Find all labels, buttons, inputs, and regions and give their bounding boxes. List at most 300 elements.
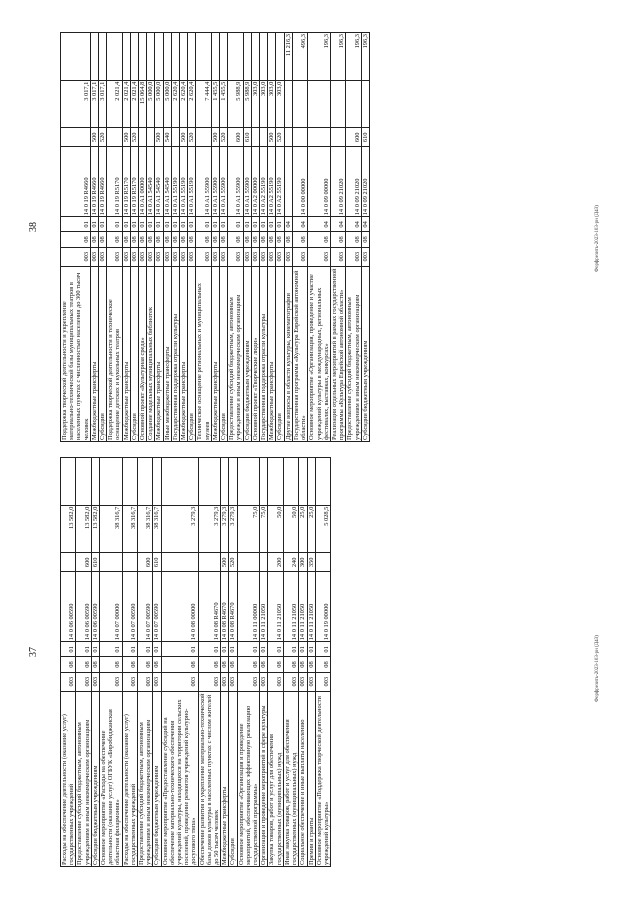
table-row <box>122 33 130 442</box>
row-gr: 003 <box>243 247 251 266</box>
row-name: Реализация отдельных мероприятий в рамках государственной программы «Культура Еврейской автономной области» <box>330 266 345 441</box>
row-cs: 14 0 11 21050 <box>307 572 315 642</box>
row-value-1: 15 064,8 <box>139 80 147 128</box>
row-pr: 01 <box>139 217 147 232</box>
row-vr: 610 <box>243 128 251 147</box>
row-cs: 14 0 07 00000 <box>100 572 123 642</box>
row-name: Государственная программа «Культура Еврейской автономной области» <box>292 266 307 441</box>
row-value-1 <box>361 80 369 128</box>
row-rz: 08 <box>283 657 298 672</box>
row-pr: 01 <box>307 642 315 657</box>
row-rz: 08 <box>284 232 292 247</box>
row-name: Субсидии <box>130 266 138 441</box>
row-rz: 08 <box>315 657 330 672</box>
row-rz: 08 <box>180 232 188 247</box>
row-pr: 01 <box>91 642 99 657</box>
row-pr: 01 <box>90 217 98 232</box>
row-pr: 01 <box>188 217 196 232</box>
row-gr: 003 <box>308 247 331 266</box>
row-value-2 <box>260 33 268 81</box>
row-value-1: 38 316,7 <box>138 505 153 553</box>
table-row <box>268 458 283 867</box>
table-row <box>276 33 284 442</box>
row-cs: 14 0 A2 55190 <box>276 147 284 217</box>
table-row <box>153 458 161 867</box>
row-cs: 14 0 06 00590 <box>91 572 99 642</box>
row-rz: 08 <box>122 232 130 247</box>
row-name: Обеспечение развития и укрепление материально-технической базы домов культуры в населенных пунктах с числом жителей до 50 тысяч человек <box>198 691 221 866</box>
row-cs: 14 0 11 21050 <box>283 572 298 642</box>
row-pr: 04 <box>361 217 369 232</box>
row-pr: 01 <box>221 642 229 657</box>
row-value-1 <box>292 80 307 128</box>
row-cs: 14 0 A1 54540 <box>163 147 171 217</box>
table-row <box>299 458 307 867</box>
row-name: Основной проект «Культурная среда» <box>139 266 147 441</box>
row-value-1: 3 017,1 <box>61 80 91 128</box>
table-row <box>284 33 292 442</box>
table-row <box>361 33 369 442</box>
table-row <box>268 33 276 442</box>
row-pr: 01 <box>260 642 268 657</box>
row-name: Основное мероприятие «Поддержка творческой деятельности учреждений культуры» <box>315 691 330 866</box>
row-value-1 <box>284 80 292 128</box>
row-value-2 <box>211 33 219 81</box>
row-gr: 003 <box>180 247 188 266</box>
row-gr: 003 <box>61 247 91 266</box>
row-cs: 14 0 06 00590 <box>61 572 76 642</box>
table-row <box>211 33 219 442</box>
row-name: Субсидии <box>188 266 196 441</box>
row-vr <box>122 553 137 572</box>
row-value-2: 196,3 <box>308 33 331 81</box>
row-value-1: 25,0 <box>299 505 307 553</box>
row-value-2: 496,3 <box>292 33 307 81</box>
page-number-left: 37 <box>28 647 39 657</box>
row-vr: 500 <box>211 128 219 147</box>
row-rz: 08 <box>107 232 122 247</box>
row-name: Межбюджетные трансферты <box>122 266 130 441</box>
row-cs: 14 0 A1 55900 <box>211 147 219 217</box>
row-vr <box>315 553 330 572</box>
row-value-2 <box>243 33 251 81</box>
row-vr <box>196 128 211 147</box>
table-row <box>90 33 98 442</box>
row-vr: 500 <box>221 553 229 572</box>
row-gr: 003 <box>283 672 298 691</box>
row-value-2 <box>315 458 330 506</box>
row-value-1: 3 279,3 <box>161 505 198 553</box>
row-vr: 610 <box>361 128 369 147</box>
row-vr: 610 <box>91 553 99 572</box>
row-name: Создание модельных муниципальных библиотек <box>147 266 155 441</box>
table-row <box>251 33 259 442</box>
row-rz: 08 <box>76 657 91 672</box>
left-page-table-container <box>60 457 331 867</box>
table-row <box>229 458 237 867</box>
row-value-1: 75,0 <box>260 505 268 553</box>
row-cs: 14 0 A1 54540 <box>147 147 155 217</box>
row-pr: 01 <box>283 642 298 657</box>
row-value-2 <box>161 458 198 506</box>
row-value-2 <box>130 33 138 81</box>
row-value-1: 303,0 <box>276 80 284 128</box>
table-row <box>330 33 345 442</box>
row-pr: 01 <box>130 217 138 232</box>
row-cs: 14 0 A1 55900 <box>243 147 251 217</box>
row-value-2 <box>220 33 228 81</box>
row-gr: 003 <box>61 672 76 691</box>
row-cs: 14 0 09 21020 <box>361 147 369 217</box>
row-cs: 14 0 A1 55190 <box>180 147 188 217</box>
footer-left: Форфрезить-2023-103-рн (Д43) <box>595 635 600 702</box>
row-value-2 <box>229 458 237 506</box>
table-row <box>107 33 122 442</box>
row-vr <box>161 553 198 572</box>
row-rz: 08 <box>138 657 153 672</box>
row-cs: 14 0 19 R5170 <box>107 147 122 217</box>
row-pr: 01 <box>155 217 163 232</box>
row-gr: 003 <box>139 247 147 266</box>
row-vr: 600 <box>76 553 91 572</box>
row-vr <box>171 128 179 147</box>
row-value-2 <box>276 33 284 81</box>
row-rz: 08 <box>268 232 276 247</box>
row-vr <box>139 128 147 147</box>
row-cs: 14 0 A1 55900 <box>228 147 243 217</box>
row-gr: 003 <box>315 672 330 691</box>
row-name: Субсидии бюджетным учреждениям <box>243 266 251 441</box>
row-cs: 14 0 08 R4670 <box>229 572 237 642</box>
row-value-2 <box>268 33 276 81</box>
row-gr: 003 <box>361 247 369 266</box>
row-value-1 <box>346 80 361 128</box>
row-vr: 600 <box>228 128 243 147</box>
row-gr: 003 <box>163 247 171 266</box>
row-value-2 <box>90 33 98 81</box>
row-value-2 <box>196 33 211 81</box>
row-vr: 200 <box>268 553 283 572</box>
row-rz: 08 <box>268 657 283 672</box>
row-name: Предоставление субсидий бюджетным, автономным учреждениям и иным некоммерческим организациям <box>346 266 361 441</box>
row-name: Премии и гранты <box>307 691 315 866</box>
row-name: Другие вопросы в области культуры, кинематографии <box>284 266 292 441</box>
row-value-2 <box>198 458 221 506</box>
row-value-1 <box>308 80 331 128</box>
row-value-1: 1 455,5 <box>220 80 228 128</box>
row-rz: 08 <box>188 232 196 247</box>
row-vr <box>260 553 268 572</box>
row-pr: 01 <box>228 217 243 232</box>
row-rz: 08 <box>171 232 179 247</box>
row-cs: 14 0 07 00590 <box>122 572 137 642</box>
row-cs: 14 0 19 R5170 <box>122 147 130 217</box>
row-pr: 04 <box>346 217 361 232</box>
table-row <box>76 458 91 867</box>
row-rz: 08 <box>260 657 268 672</box>
row-pr: 01 <box>100 642 123 657</box>
row-value-2 <box>171 33 179 81</box>
row-name: Межбюджетные трансферты <box>268 266 276 441</box>
row-gr: 003 <box>76 672 91 691</box>
row-cs: 14 0 A1 55900 <box>196 147 211 217</box>
row-rz: 08 <box>211 232 219 247</box>
row-vr: 500 <box>268 128 276 147</box>
table-row <box>307 458 315 867</box>
row-cs: 14 0 06 00590 <box>76 572 91 642</box>
row-vr <box>251 128 259 147</box>
row-vr: 500 <box>180 128 188 147</box>
row-vr: 240 <box>283 553 298 572</box>
row-value-1: 25,0 <box>307 505 315 553</box>
row-gr: 003 <box>100 672 123 691</box>
table-row <box>346 33 361 442</box>
table-row <box>61 458 76 867</box>
row-name: Социальное обеспечение и иные выплаты населению <box>299 691 307 866</box>
row-value-1: 7 444,4 <box>196 80 211 128</box>
row-name: Расходы на обеспечение деятельности (оказание услуг) государственных учреждений <box>122 691 137 866</box>
row-gr: 003 <box>307 672 315 691</box>
row-rz: 08 <box>260 232 268 247</box>
row-value-1: 2 021,4 <box>122 80 130 128</box>
row-gr: 003 <box>91 672 99 691</box>
row-rz: 08 <box>147 232 155 247</box>
row-name: Государственная поддержка отрасли культуры <box>260 266 268 441</box>
row-gr: 003 <box>260 672 268 691</box>
row-cs: 14 0 00 00000 <box>292 147 307 217</box>
row-name: Поддержка творческой деятельности и укрепление материально-технической базы муниципальных театров в населенных пунктах с численностью населения до 300 тысяч человек <box>61 266 91 441</box>
row-cs: 14 0 A1 54540 <box>155 147 163 217</box>
row-rz: 08 <box>198 657 221 672</box>
row-value-1: 303,0 <box>268 80 276 128</box>
row-cs: 14 0 09 21020 <box>330 147 345 217</box>
row-pr: 01 <box>315 642 330 657</box>
row-cs: 14 0 09 21020 <box>346 147 361 217</box>
row-pr: 01 <box>211 217 219 232</box>
row-name: Субсидии <box>220 266 228 441</box>
row-rz: 08 <box>221 657 229 672</box>
row-pr: 01 <box>99 217 107 232</box>
row-rz: 08 <box>276 232 284 247</box>
table-row <box>180 33 188 442</box>
table-row <box>188 33 196 442</box>
row-pr: 01 <box>237 642 260 657</box>
row-rz: 08 <box>308 232 331 247</box>
table-row <box>196 33 211 442</box>
row-gr: 003 <box>268 672 283 691</box>
row-name: Предоставление субсидий бюджетным, автономным учреждениям и иным некоммерческим организациям <box>228 266 243 441</box>
table-row <box>283 458 298 867</box>
row-value-2: 196,3 <box>361 33 369 81</box>
row-pr: 01 <box>229 642 237 657</box>
row-name: Основное мероприятие «Расходы на обеспечение деятельности (оказание услуг) ОГБУК «Биробиджанская областная филармония» <box>100 691 123 866</box>
row-pr: 01 <box>161 642 198 657</box>
table-row <box>220 33 228 442</box>
row-vr <box>260 128 268 147</box>
row-value-1: 5 988,9 <box>228 80 243 128</box>
row-pr: 01 <box>153 642 161 657</box>
row-vr <box>198 553 221 572</box>
row-vr <box>107 128 122 147</box>
row-pr: 01 <box>220 217 228 232</box>
row-rz: 08 <box>330 232 345 247</box>
row-rz: 08 <box>196 232 211 247</box>
row-name: Субсидии бюджетным учреждениям <box>91 691 99 866</box>
row-name: Расходы на обеспечение деятельности (оказание услуг) государственных учреждений <box>61 691 76 866</box>
row-name: Межбюджетные трансферты <box>221 691 229 866</box>
row-name: Межбюджетные трансферты <box>180 266 188 441</box>
row-pr: 01 <box>171 217 179 232</box>
row-name: Межбюджетные трансферты <box>90 266 98 441</box>
row-pr: 01 <box>268 642 283 657</box>
row-value-1: 3 017,1 <box>90 80 98 128</box>
row-pr: 01 <box>243 217 251 232</box>
row-value-2 <box>122 458 137 506</box>
row-cs: 14 0 A1 55190 <box>171 147 179 217</box>
row-pr: 01 <box>61 642 76 657</box>
row-cs: 14 0 A1 55900 <box>220 147 228 217</box>
row-vr: 500 <box>122 128 130 147</box>
table-row <box>91 458 99 867</box>
row-gr: 003 <box>198 672 221 691</box>
table-row <box>100 458 123 867</box>
row-vr <box>292 128 307 147</box>
table-row <box>228 33 243 442</box>
row-vr: 520 <box>276 128 284 147</box>
table-row <box>171 33 179 442</box>
row-rz: 08 <box>346 232 361 247</box>
row-gr: 003 <box>284 247 292 266</box>
row-vr: 520 <box>99 128 107 147</box>
table-row <box>155 33 163 442</box>
row-gr: 003 <box>330 247 345 266</box>
row-value-2: 196,3 <box>346 33 361 81</box>
row-gr: 003 <box>229 672 237 691</box>
row-vr: 300 <box>299 553 307 572</box>
row-cs: 14 0 08 R4670 <box>198 572 221 642</box>
row-value-1: 3 279,3 <box>229 505 237 553</box>
row-pr: 01 <box>147 217 155 232</box>
row-vr <box>61 553 76 572</box>
table-row <box>122 458 137 867</box>
row-rz: 08 <box>299 657 307 672</box>
row-value-1: 13 582,0 <box>61 505 76 553</box>
row-rz: 08 <box>220 232 228 247</box>
row-value-2 <box>237 458 260 506</box>
row-value-1: 5 988,9 <box>243 80 251 128</box>
table-row <box>243 33 251 442</box>
row-rz: 08 <box>122 657 137 672</box>
row-vr: 350 <box>307 553 315 572</box>
row-value-2 <box>307 458 315 506</box>
row-name: Предоставление субсидий бюджетным, автономным учреждениям и иным некоммерческим организациям <box>76 691 91 866</box>
row-value-1: 1 455,5 <box>211 80 219 128</box>
row-name: Иная закупка товаров, работ и услуг для обеспечения государственных (муниципальных) нужд <box>283 691 298 866</box>
row-vr <box>147 128 155 147</box>
row-vr <box>330 128 345 147</box>
row-gr: 003 <box>276 247 284 266</box>
row-cs: 14 0 A2 55190 <box>260 147 268 217</box>
row-name: Основное мероприятие «Предоставление субсидий на обеспечение материально-технического обеспечения учреждений культуры, находящихся на территории сельских поселений, проведение ремонтов учреждений культурно-досугового типа» <box>161 691 198 866</box>
row-value-1: 50,0 <box>268 505 283 553</box>
row-pr: 04 <box>330 217 345 232</box>
row-value-2 <box>76 458 91 506</box>
row-name: Межбюджетные трансферты <box>211 266 219 441</box>
row-value-1: 38 316,7 <box>153 505 161 553</box>
row-pr: 01 <box>196 217 211 232</box>
row-value-1: 5 028,5 <box>315 505 330 553</box>
row-value-2 <box>180 33 188 81</box>
row-name: Субсидии бюджетным учреждениям <box>361 266 369 441</box>
row-name: Основное мероприятие «Организация, проведение и участие учреждений культуры в международных, региональных фестивалях, выставках, конкурсах» <box>308 266 331 441</box>
row-gr: 003 <box>138 672 153 691</box>
row-value-1: 303,0 <box>251 80 259 128</box>
table-row <box>61 33 91 442</box>
row-vr: 600 <box>346 128 361 147</box>
row-rz: 08 <box>163 232 171 247</box>
row-pr: 01 <box>268 217 276 232</box>
row-cs <box>284 147 292 217</box>
row-gr: 003 <box>221 672 229 691</box>
row-pr: 01 <box>276 217 284 232</box>
row-value-1: 5 000,0 <box>155 80 163 128</box>
row-name: Техническое оснащение региональных и муниципальных музеев <box>196 266 211 441</box>
row-pr: 04 <box>308 217 331 232</box>
table-row <box>147 33 155 442</box>
row-cs: 14 0 11 00000 <box>237 572 260 642</box>
row-value-2: 196,3 <box>330 33 345 81</box>
row-value-2 <box>228 33 243 81</box>
row-vr: 540 <box>163 128 171 147</box>
row-value-2 <box>251 33 259 81</box>
row-name: Основное мероприятие «Организация и проведение мероприятий, обеспечивающих эффективную реализацию государственной программы» <box>237 691 260 866</box>
row-pr: 01 <box>260 217 268 232</box>
left-budget-table <box>60 457 331 867</box>
row-pr: 01 <box>251 217 259 232</box>
row-rz: 08 <box>228 232 243 247</box>
row-value-1: 3 279,3 <box>221 505 229 553</box>
row-vr: 520 <box>188 128 196 147</box>
row-rz: 08 <box>251 232 259 247</box>
row-value-1: 38 316,7 <box>100 505 123 553</box>
table-row <box>99 33 107 442</box>
row-value-2 <box>299 458 307 506</box>
row-rz: 08 <box>229 657 237 672</box>
row-gr: 003 <box>130 247 138 266</box>
row-vr <box>61 128 91 147</box>
row-gr: 003 <box>161 672 198 691</box>
row-pr: 01 <box>122 217 130 232</box>
row-pr: 04 <box>292 217 307 232</box>
row-rz: 08 <box>139 232 147 247</box>
row-value-2 <box>155 33 163 81</box>
row-pr: 01 <box>138 642 153 657</box>
row-vr: 500 <box>90 128 98 147</box>
row-rz: 08 <box>61 232 91 247</box>
row-rz: 08 <box>243 232 251 247</box>
table-row <box>163 33 171 442</box>
row-gr: 003 <box>268 247 276 266</box>
row-pr: 01 <box>122 642 137 657</box>
row-rz: 08 <box>292 232 307 247</box>
row-vr: 600 <box>138 553 153 572</box>
row-vr: 610 <box>153 553 161 572</box>
row-name: Закупка товаров, работ и услуг для обеспечения государственных (муниципальных) нужд <box>268 691 283 866</box>
row-gr: 003 <box>211 247 219 266</box>
table-row <box>161 458 198 867</box>
row-value-2 <box>221 458 229 506</box>
row-cs: 14 0 07 00590 <box>138 572 153 642</box>
